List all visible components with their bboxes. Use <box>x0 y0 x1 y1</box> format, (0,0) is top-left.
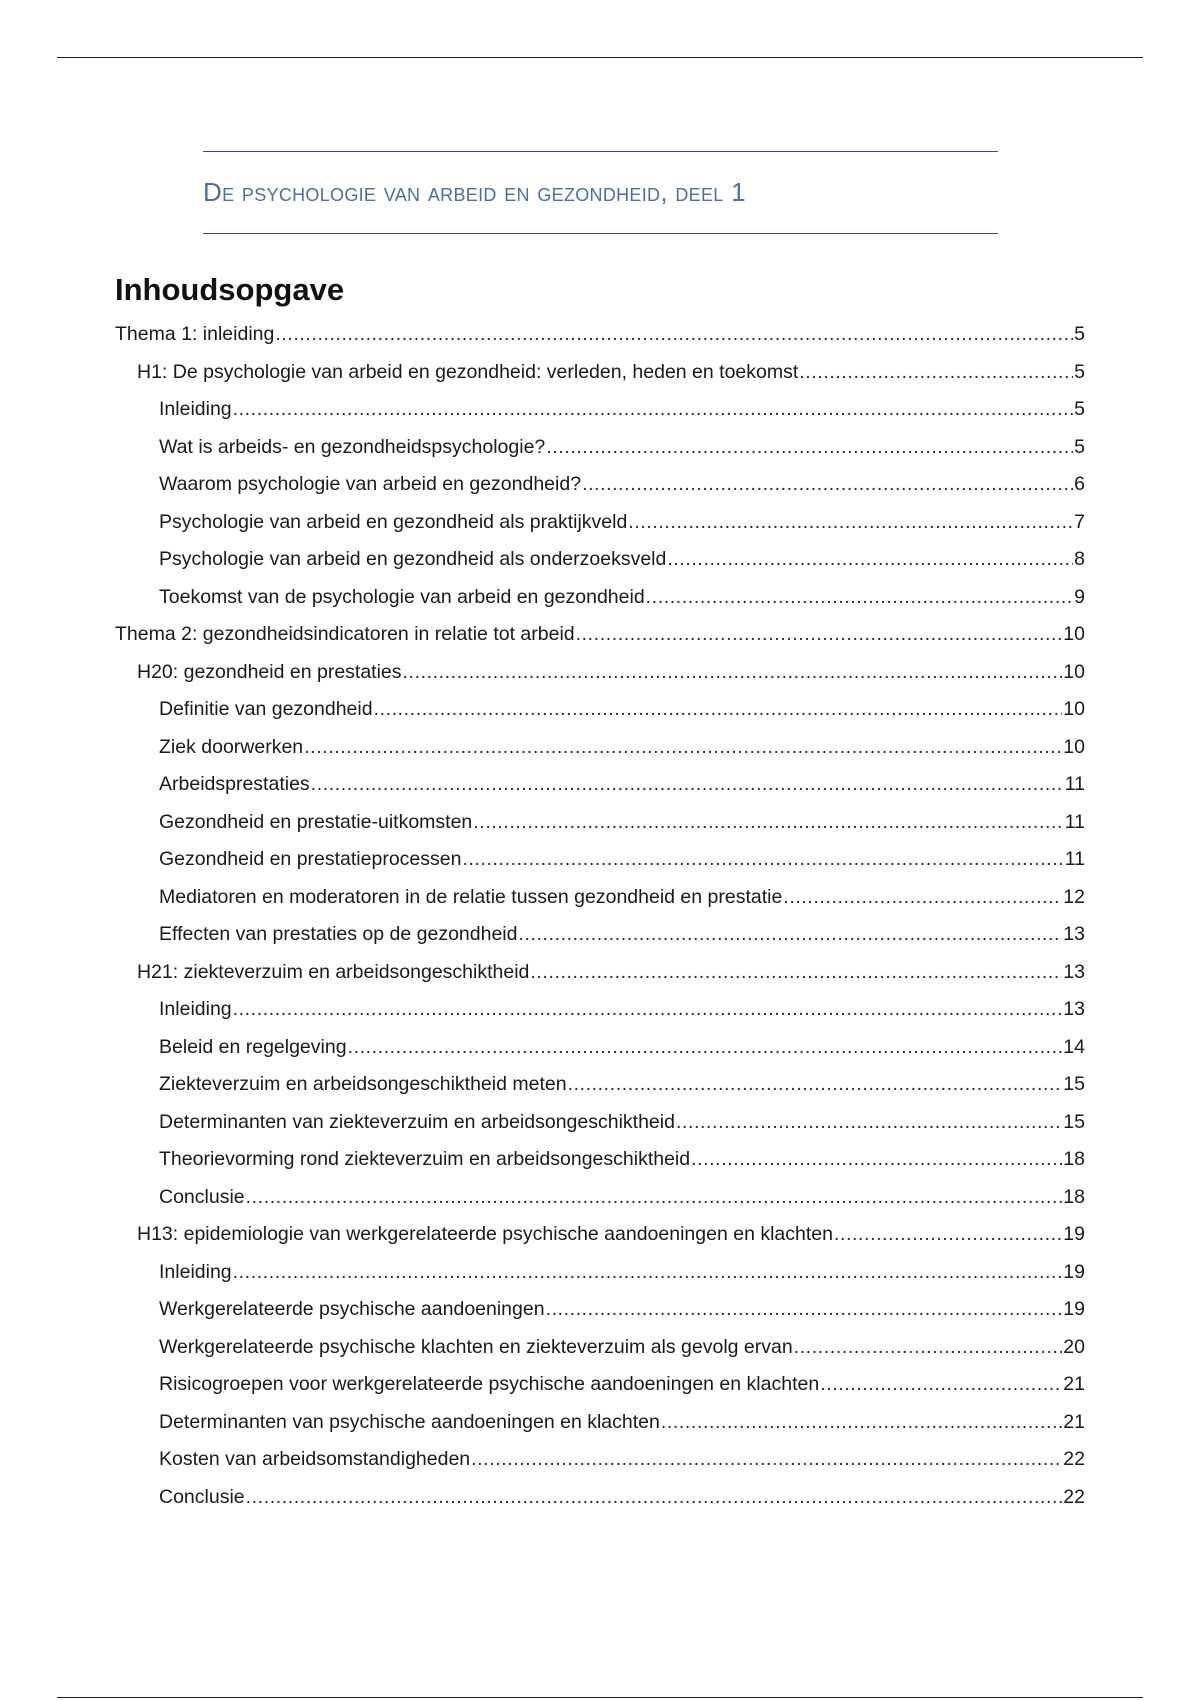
toc-entry[interactable] <box>115 320 1085 348</box>
toc-entry-page-number: 6 <box>1074 473 1085 495</box>
toc-entry-title: Theorievorming rond ziekteverzuim en arbeidsongeschiktheid <box>159 1148 691 1170</box>
toc-dot-leader <box>799 358 1073 386</box>
toc-entry[interactable] <box>159 1408 1085 1436</box>
title-bottom-rule <box>203 233 998 234</box>
toc-entry-page-number: 22 <box>1063 1448 1085 1470</box>
toc-dot-leader <box>783 883 1062 911</box>
toc-entry-title: Psychologie van arbeid en gezondheid als onderzoeksveld <box>159 548 667 570</box>
toc-entry-title: H20: gezondheid en prestaties <box>137 660 402 683</box>
toc-dot-leader <box>676 1108 1062 1136</box>
toc-entry-title: Thema 1: inleiding <box>115 323 275 345</box>
document-title-block <box>203 151 998 234</box>
toc-entry-page-number: 7 <box>1074 510 1085 533</box>
toc-entry-title: Werkgerelateerde psychische aandoeningen <box>159 1298 545 1320</box>
toc-entry-page-number: 20 <box>1063 1335 1085 1358</box>
toc-entry-title: Inleiding <box>159 398 232 420</box>
toc-dot-leader <box>275 320 1073 348</box>
toc-entry-title: Inleiding <box>159 1260 232 1283</box>
toc-dot-leader <box>471 1445 1062 1473</box>
toc-dot-leader <box>530 958 1062 986</box>
toc-entry-title: Wat is arbeids- en gezondheidspsychologie? <box>159 435 546 458</box>
toc-entry[interactable] <box>159 770 1085 798</box>
toc-entry-page-number: 10 <box>1063 735 1085 758</box>
toc-entry-page-number: 14 <box>1063 1035 1085 1058</box>
toc-entry-page-number: 11 <box>1064 848 1085 870</box>
toc-entry[interactable] <box>159 1445 1085 1473</box>
toc-dot-leader <box>546 433 1073 461</box>
toc-entry-page-number: 18 <box>1063 1185 1085 1208</box>
toc-dot-leader <box>246 1483 1063 1511</box>
toc-entry[interactable] <box>115 620 1085 648</box>
toc-entry-page-number: 10 <box>1063 623 1085 645</box>
toc-entry[interactable] <box>159 1145 1085 1173</box>
toc-entry-page-number: 5 <box>1074 435 1085 458</box>
toc-dot-leader <box>582 470 1073 498</box>
page-footer-rule <box>57 1697 1143 1698</box>
toc-dot-leader <box>568 1070 1063 1098</box>
toc-entry-title: Definitie van gezondheid <box>159 698 373 720</box>
toc-entry-title: Arbeidsprestaties <box>159 773 310 795</box>
toc-entry-title: Conclusie <box>159 1185 245 1208</box>
toc-entry-title: Inleiding <box>159 998 232 1020</box>
toc-dot-leader <box>576 620 1063 648</box>
toc-dot-leader <box>473 808 1063 836</box>
toc-entry-page-number: 15 <box>1063 1073 1085 1095</box>
document-title: De psychologie van arbeid en gezondheid, deel 1 <box>203 177 746 207</box>
toc-entry-page-number: 5 <box>1074 398 1085 420</box>
toc-dot-leader <box>834 1220 1062 1248</box>
toc-entry-page-number: 10 <box>1063 698 1085 720</box>
toc-dot-leader <box>233 1258 1063 1286</box>
toc-entry-page-number: 19 <box>1063 1298 1085 1320</box>
toc-entry-page-number: 10 <box>1063 660 1085 683</box>
toc-entry[interactable] <box>159 920 1085 948</box>
toc-entry-title: Determinanten van psychische aandoeningen en klachten <box>159 1410 660 1433</box>
toc-entry[interactable] <box>137 658 1085 686</box>
toc-entry[interactable] <box>159 1295 1085 1323</box>
toc-dot-leader <box>246 1183 1063 1211</box>
toc-entry-page-number: 21 <box>1063 1410 1085 1433</box>
toc-dot-leader <box>667 545 1073 573</box>
toc-entry-title: Effecten van prestaties op de gezondheid <box>159 923 518 945</box>
toc-entry-title: Ziekteverzuim en arbeidsongeschiktheid meten <box>159 1073 567 1095</box>
toc-entry-title: Risicogroepen voor werkgerelateerde psychische aandoeningen en klachten <box>159 1373 820 1395</box>
toc-entry-title: Toekomst van de psychologie van arbeid en gezondheid <box>159 585 645 608</box>
toc-entry-page-number: 19 <box>1063 1260 1085 1283</box>
toc-entry-title: H13: epidemiologie van werkgerelateerde psychische aandoeningen en klachten <box>137 1223 833 1245</box>
toc-entry-page-number: 15 <box>1063 1110 1085 1133</box>
toc-dot-leader <box>233 395 1074 423</box>
toc-dot-leader <box>794 1333 1063 1361</box>
toc-entry-title: Kosten van arbeidsomstandigheden <box>159 1448 471 1470</box>
toc-entry-title: Thema 2: gezondheidsindicatoren in relatie tot arbeid <box>115 623 575 645</box>
toc-entry[interactable] <box>159 545 1085 573</box>
toc-entry[interactable] <box>159 808 1085 836</box>
toc-entry[interactable] <box>159 733 1085 761</box>
toc-entry-page-number: 11 <box>1064 773 1085 795</box>
toc-entry[interactable] <box>159 1183 1085 1211</box>
toc-dot-leader <box>462 845 1063 873</box>
toc-entry[interactable] <box>159 695 1085 723</box>
toc-entry[interactable] <box>159 433 1085 461</box>
toc-entry[interactable] <box>159 1370 1085 1398</box>
toc-entry[interactable] <box>137 958 1085 986</box>
toc-entry-page-number: 13 <box>1063 960 1085 983</box>
toc-entry-title: H1: De psychologie van arbeid en gezondheid: verleden, heden en toekomst <box>137 360 799 383</box>
page-header-rule <box>57 57 1143 58</box>
toc-entry-title: Werkgerelateerde psychische klachten en ziekteverzuim als gevolg ervan <box>159 1335 793 1358</box>
toc-entry-title: Mediatoren en moderatoren in de relatie tussen gezondheid en prestatie <box>159 885 783 908</box>
toc-dot-leader <box>661 1408 1062 1436</box>
toc-entry-title: H21: ziekteverzuim en arbeidsongeschiktheid <box>137 960 530 983</box>
toc-entry[interactable] <box>159 1483 1085 1511</box>
toc-entry-page-number: 8 <box>1074 548 1085 570</box>
toc-entry-title: Psychologie van arbeid en gezondheid als praktijkveld <box>159 510 628 533</box>
toc-entry[interactable] <box>159 995 1085 1023</box>
toc-entry[interactable] <box>159 395 1085 423</box>
toc-entry[interactable] <box>159 1033 1085 1061</box>
toc-entry-title: Ziek doorwerken <box>159 735 304 758</box>
toc-entry-page-number: 5 <box>1074 360 1085 383</box>
toc-entry[interactable] <box>159 1070 1085 1098</box>
toc-entry-title: Gezondheid en prestatie-uitkomsten <box>159 810 473 833</box>
toc-entry-page-number: 13 <box>1063 998 1085 1020</box>
toc-dot-leader <box>233 995 1063 1023</box>
toc-entry-title: Determinanten van ziekteverzuim en arbeidsongeschiktheid <box>159 1110 675 1133</box>
toc-dot-leader <box>546 1295 1063 1323</box>
toc-dot-leader <box>628 508 1073 536</box>
toc-entry[interactable] <box>137 358 1085 386</box>
toc-dot-leader <box>403 658 1063 686</box>
toc-entry-page-number: 12 <box>1063 885 1085 908</box>
toc-entry-title: Beleid en regelgeving <box>159 1035 347 1058</box>
toc-dot-leader <box>691 1145 1062 1173</box>
toc-entry[interactable] <box>159 470 1085 498</box>
toc-entry-page-number: 18 <box>1063 1148 1085 1170</box>
toc-entry[interactable] <box>159 1333 1085 1361</box>
toc-entry-page-number: 9 <box>1074 585 1085 608</box>
toc-entry[interactable] <box>159 508 1085 536</box>
toc-entry-page-number: 21 <box>1063 1373 1085 1395</box>
toc-dot-leader <box>374 695 1063 723</box>
toc-heading: Inhoudsopgave <box>115 272 345 307</box>
toc-dot-leader <box>304 733 1062 761</box>
toc-entry-title: Conclusie <box>159 1485 245 1508</box>
toc-entry-page-number: 19 <box>1063 1223 1085 1245</box>
toc-entry[interactable] <box>159 845 1085 873</box>
toc-entry[interactable] <box>137 1220 1085 1248</box>
toc-entry-title: Waarom psychologie van arbeid en gezondheid? <box>159 473 582 495</box>
toc-entry-title: Gezondheid en prestatieprocessen <box>159 848 462 870</box>
toc-entry[interactable] <box>159 1108 1085 1136</box>
toc-entry[interactable] <box>159 883 1085 911</box>
toc-dot-leader <box>820 1370 1062 1398</box>
toc-entry-page-number: 5 <box>1074 323 1085 345</box>
toc-entry-page-number: 11 <box>1064 810 1085 833</box>
toc-entry-page-number: 22 <box>1063 1485 1085 1508</box>
toc-dot-leader <box>518 920 1062 948</box>
toc-entry[interactable] <box>159 1258 1085 1286</box>
toc-dot-leader <box>348 1033 1063 1061</box>
toc-entry-page-number: 13 <box>1063 923 1085 945</box>
toc-dot-leader <box>311 770 1064 798</box>
toc-entry[interactable] <box>159 583 1085 611</box>
toc-dot-leader <box>646 583 1073 611</box>
